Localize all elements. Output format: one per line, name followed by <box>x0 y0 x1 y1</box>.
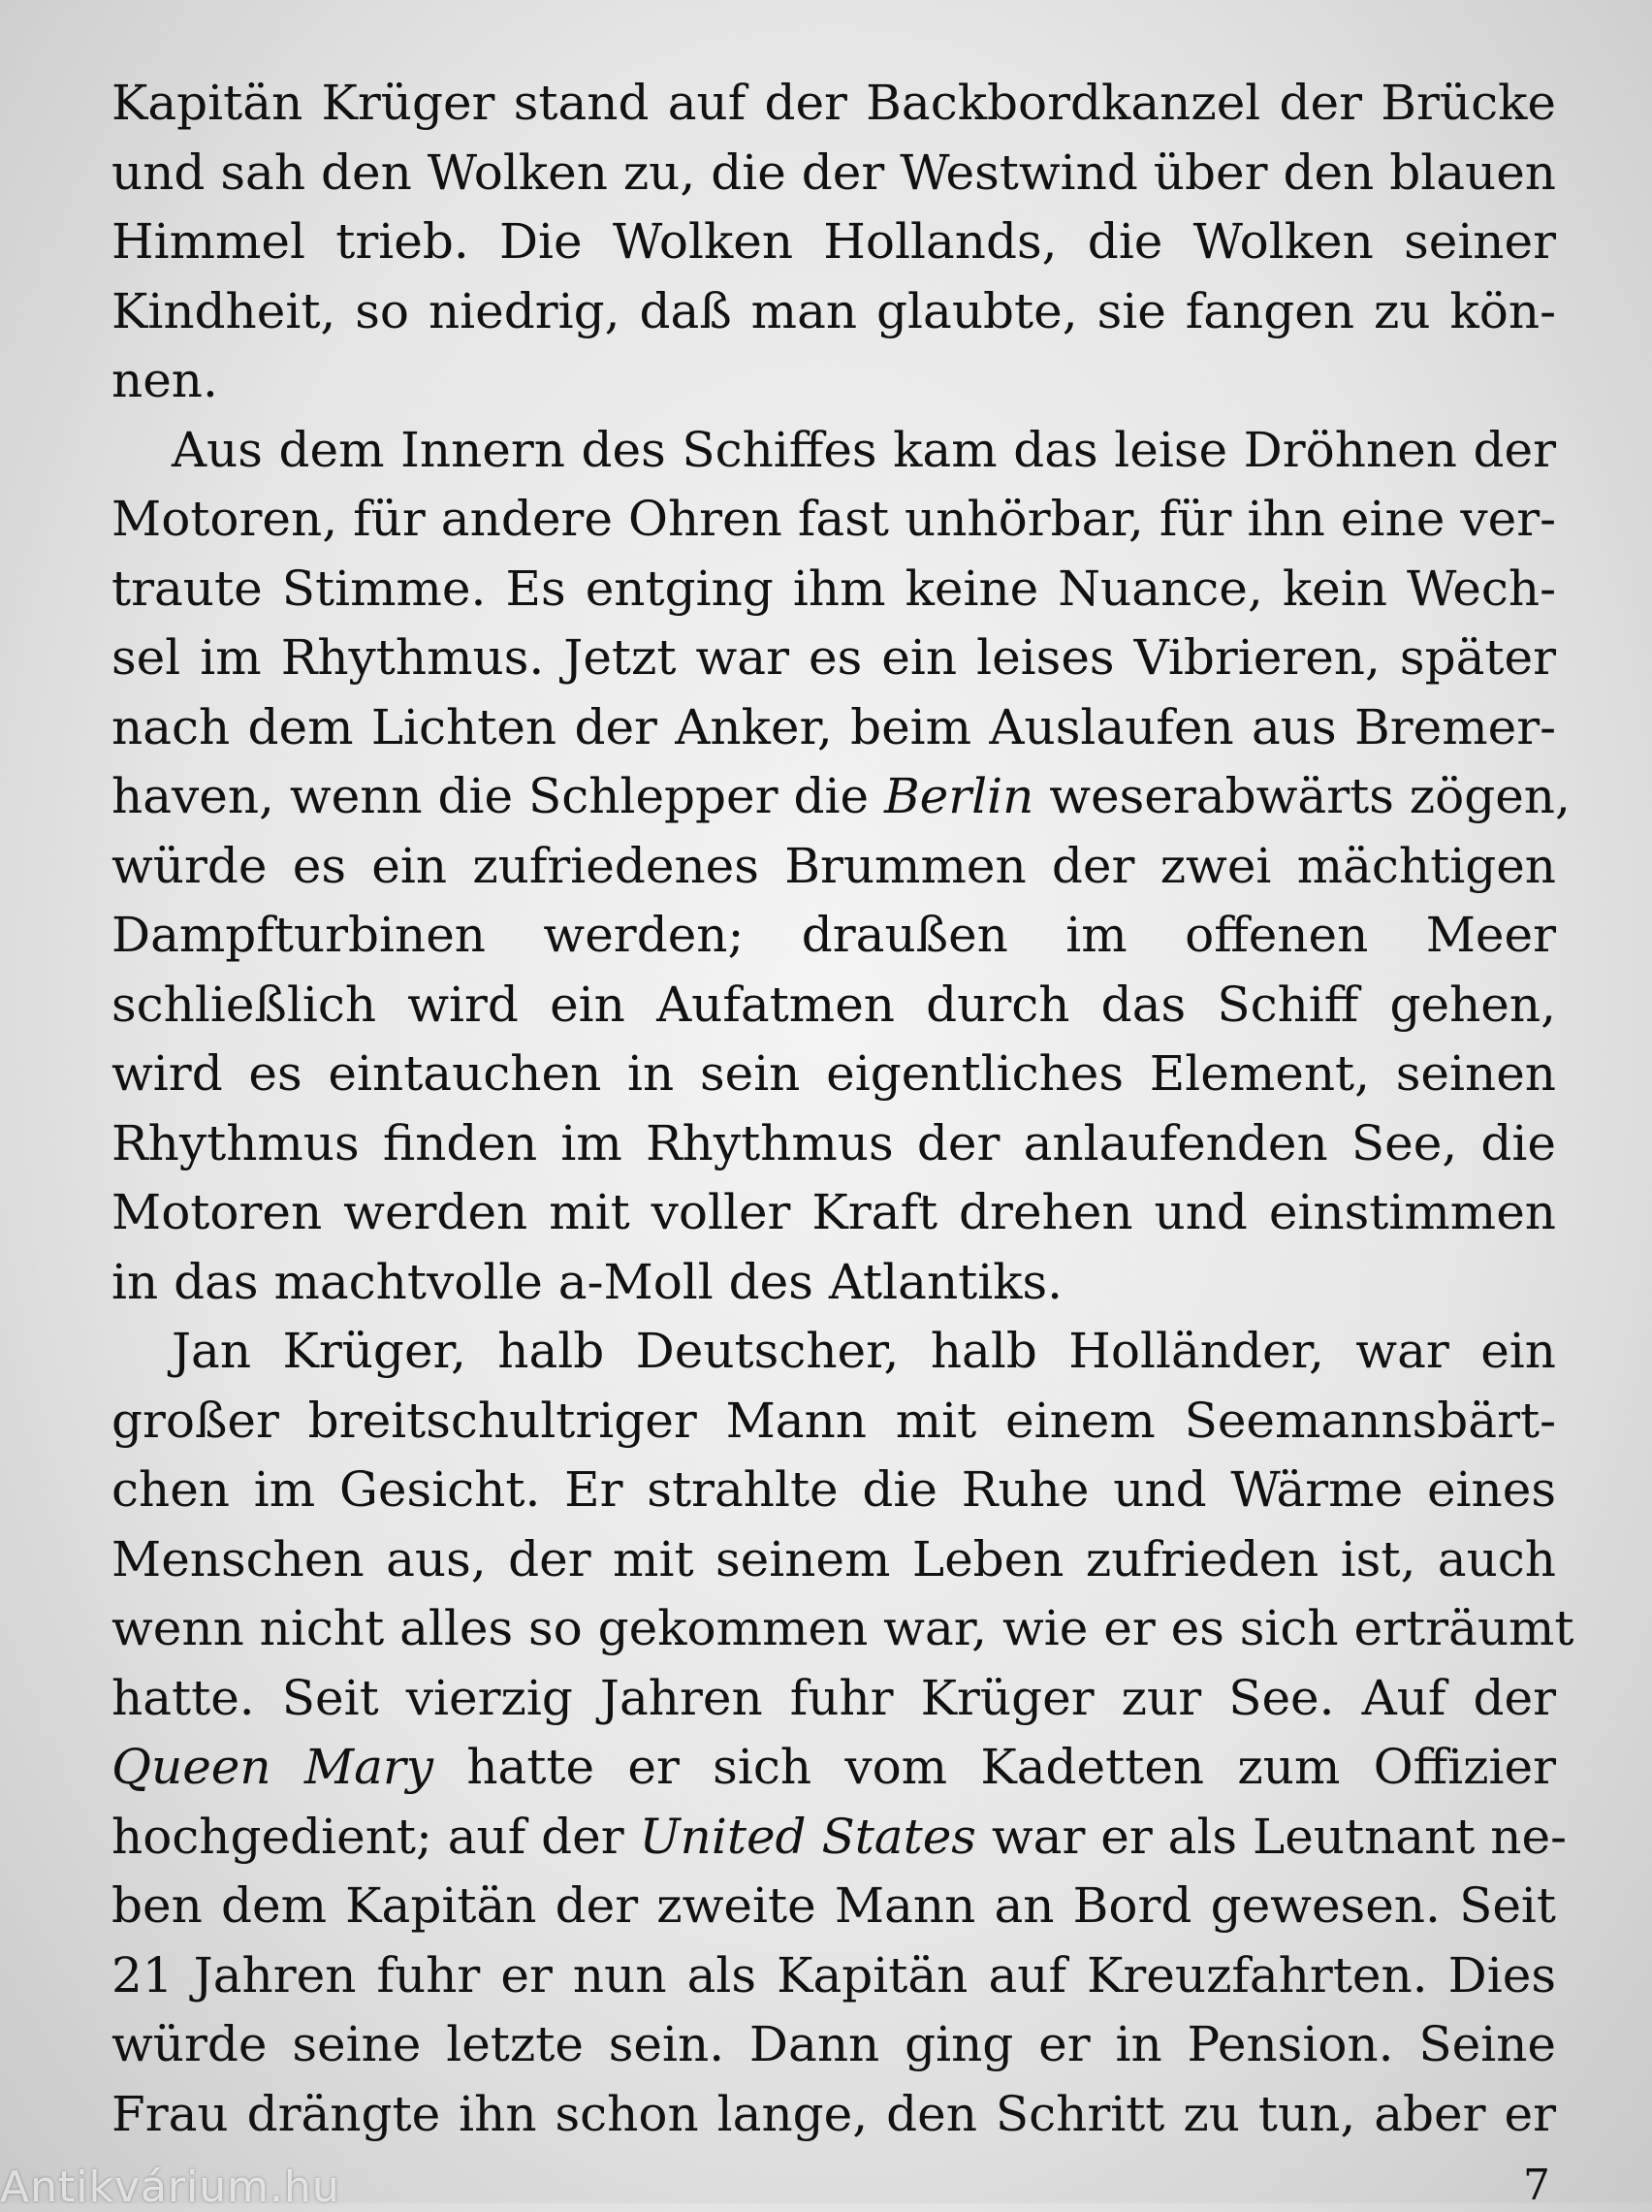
text-line: Aus dem Innern des Schiffes kam das leise Dröhnen der <box>172 421 1556 478</box>
text-line: schließlich wird ein Aufatmen durch das Schiff gehen, <box>111 976 1556 1033</box>
text-line: Kindheit, so niedrig, daß man glaubte, sie fangen zu kön- <box>111 282 1556 339</box>
text-run: haven, wenn die Schlepper die <box>111 768 884 824</box>
ship-name-italic: Berlin <box>883 768 1034 824</box>
text-line: großer breitschultriger Mann mit einem Seemannsbärt- <box>111 1392 1556 1449</box>
text-line: Jan Krüger, halb Deutscher, halb Holländer, war ein <box>172 1323 1556 1379</box>
text-line: traute Stimme. Es entging ihm keine Nuance, kein Wech- <box>111 560 1556 617</box>
text-line: Menschen aus, der mit seinem Leben zufrieden ist, auch <box>111 1530 1556 1587</box>
text-line <box>111 1732 1556 1802</box>
text-run: war er als Leutnant ne- <box>975 1808 1567 1865</box>
text-line <box>111 1802 1567 1872</box>
text-line: nen. <box>111 352 218 408</box>
text-line: hatte. Seit vierzig Jahren fuhr Krüger zur See. Auf der <box>111 1669 1556 1726</box>
text-line: in das machtvolle a-Moll des Atlantiks. <box>111 1253 1064 1310</box>
text-line: Rhythmus finden im Rhythmus der anlaufenden See, die <box>111 1114 1556 1171</box>
text-line: würde es ein zufriedenes Brummen der zwei mächtigen <box>111 837 1556 894</box>
text-line: Himmel trieb. Die Wolken Hollands, die Wolken seiner <box>111 213 1556 270</box>
ship-name-italic: Queen Mary <box>111 1739 434 1795</box>
text-line: Kapitän Krüger stand auf der Backbordkanzel der Brücke <box>111 75 1556 131</box>
text-line: und sah den Wolken zu, die der Westwind über den blauen <box>111 144 1556 201</box>
text-line: würde seine letzte sein. Dann ging er in Pension. Seine <box>111 2016 1556 2072</box>
text-run: hochgedient; auf der <box>111 1808 640 1865</box>
text-line: Frau drängte ihn schon lange, den Schritt zu tun, aber er <box>111 2085 1556 2142</box>
text-line: ben dem Kapitän der zweite Mann an Bord gewesen. Seit <box>111 1877 1556 1934</box>
text-line: Dampfturbinen werden; draußen im offenen Meer <box>111 907 1556 963</box>
text-line <box>111 761 1571 831</box>
text-line: Motoren, für andere Ohren fast unhörbar, für ihn eine ver- <box>111 491 1556 547</box>
text-run: weserabwärts zögen, <box>1033 768 1571 824</box>
page-number: 7 <box>1523 2161 1550 2210</box>
text-line: nach dem Lichten der Anker, beim Auslaufen aus Bremer- <box>111 698 1556 755</box>
watermark-logo: Antikvárium.hu <box>0 2163 340 2212</box>
text-line: 21 Jahren fuhr er nun als Kapitän auf Kreuzfahrten. Dies <box>111 1946 1556 2004</box>
book-page <box>111 68 1574 2142</box>
text-line: Motoren werden mit voller Kraft drehen und einstimmen <box>111 1184 1556 1240</box>
text-line: sel im Rhythmus. Jetzt war es ein leises Vibrieren, später <box>111 629 1556 686</box>
ship-name-italic: United States <box>639 1808 976 1865</box>
text-run: hatte er sich vom Kadetten zum Offizier <box>433 1739 1556 1795</box>
text-line: chen im Gesicht. Er strahlte die Ruhe und Wärme eines <box>111 1461 1556 1518</box>
text-line: wird es eintauchen in sein eigentliches Element, seinen <box>111 1045 1556 1102</box>
text-line: wenn nicht alles so gekommen war, wie er es sich erträumt <box>111 1600 1574 1656</box>
